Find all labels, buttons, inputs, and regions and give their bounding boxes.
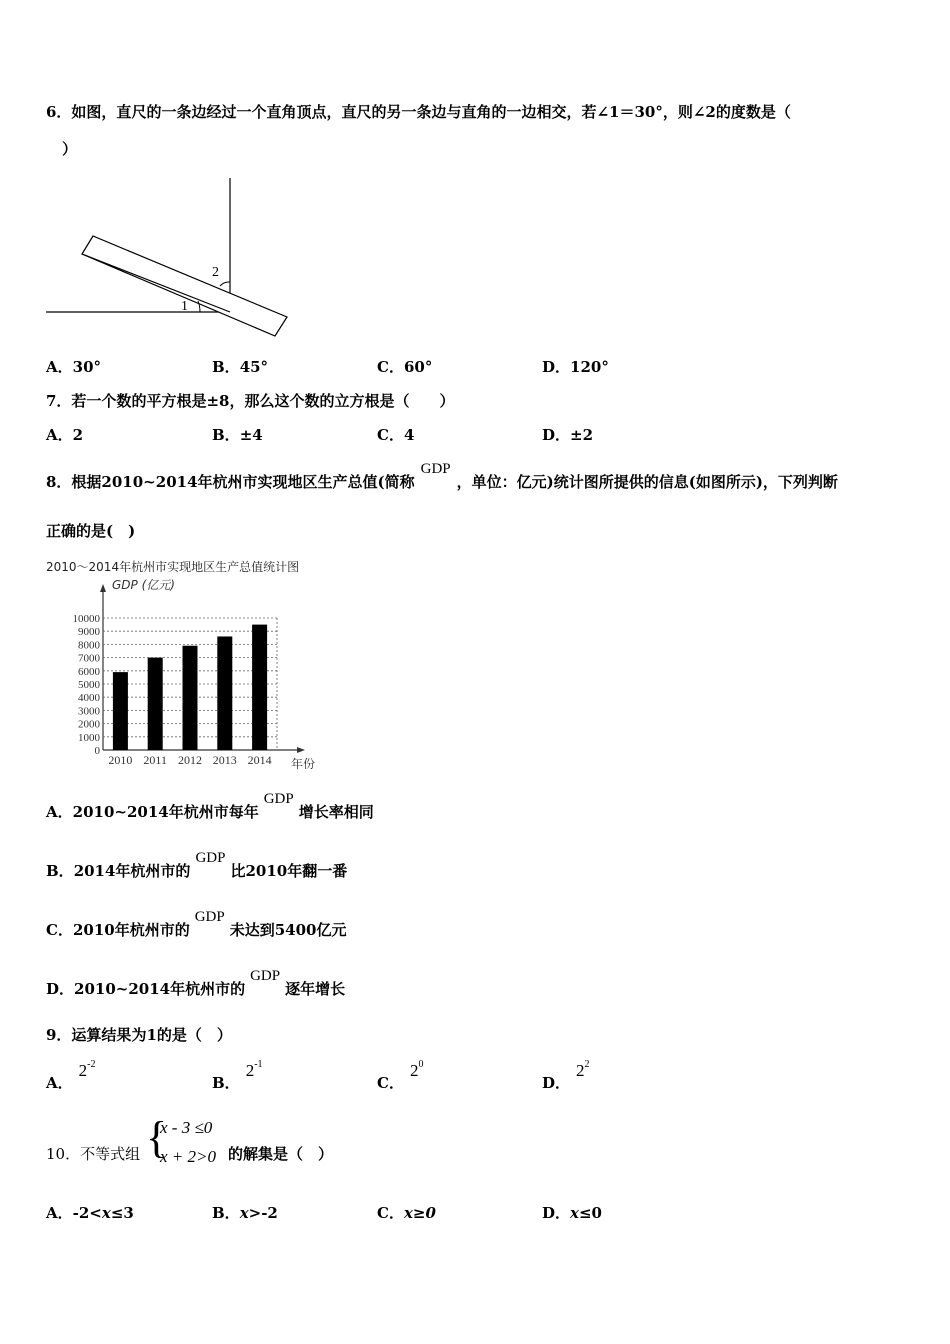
q10-option-d[interactable]: D．x≤0	[542, 1204, 602, 1222]
q8-option-d[interactable]: D．2010~2014年杭州市的GDP逐年增长	[46, 968, 346, 998]
q10-stem-post: 的解集是（ ）	[228, 1145, 334, 1163]
q8-stem-line1	[46, 461, 838, 492]
q6-ruler-figure	[40, 170, 300, 340]
y-tick-8000: 8000	[78, 639, 100, 652]
q7-option-d[interactable]: D．±2	[542, 426, 594, 444]
chart-title: 2010～2014年杭州市实现地区生产总值统计图	[46, 560, 300, 574]
x-tick-2010: 2010	[108, 753, 133, 767]
q6-option-a[interactable]: A．30°	[46, 358, 102, 376]
q10-inequality-1: x - 3 ≤0	[160, 1118, 213, 1137]
y-tick-0: 0	[94, 745, 100, 757]
q10-stem-pre: 10．不等式组	[46, 1145, 141, 1163]
q6-option-c[interactable]: C．60°	[377, 358, 433, 376]
q10-option-b[interactable]: B．x>-2	[212, 1204, 278, 1222]
q8-stem-part2: ，单位：亿元)统计图所提供的信息(如图所示)，下列判断	[456, 473, 838, 491]
gdp-bar-chart	[40, 574, 330, 774]
q9-option-c[interactable]: C．$2^0$	[377, 1059, 424, 1092]
y-tick-3000: 3000	[78, 705, 100, 718]
q8-option-b[interactable]: B．2014年杭州市的GDP比2010年翻一番	[46, 850, 348, 880]
q6-option-b[interactable]: B．45°	[212, 358, 269, 376]
y-tick-5000: 5000	[78, 679, 100, 691]
bar-2013	[217, 636, 232, 750]
q6-option-d[interactable]: D．120°	[542, 358, 609, 376]
y-axis-label: GDP (亿元)	[112, 578, 175, 592]
bar-2011	[148, 658, 163, 750]
q10-system-brace: {	[146, 1113, 168, 1162]
x-tick-2012: 2012	[178, 753, 202, 767]
q9-option-d[interactable]: D．$2^2$	[542, 1059, 590, 1092]
angle2-arc	[220, 282, 230, 286]
q8-stem-part1: 8．根据2010~2014年杭州市实现地区生产总值(简称	[46, 473, 415, 491]
x-tick-2013: 2013	[212, 753, 237, 767]
y-axis-arrow	[100, 584, 106, 592]
q6-stem-line1: 6．如图，直尺的一条边经过一个直角顶点，直尺的另一条边与直角的一边相交，若∠1＝30°，则∠2的度数是（	[46, 103, 791, 121]
q7-stem: 7．若一个数的平方根是±8，那么这个数的立方根是（ ）	[46, 392, 455, 410]
y-tick-6000: 6000	[78, 665, 100, 678]
q8-option-a[interactable]: A．2010~2014年杭州市每年GDP增长率相同	[46, 791, 374, 821]
q8-stem-gdp: GDP	[420, 461, 451, 477]
q8-option-c[interactable]: C．2010年杭州市的GDP未达到5400亿元	[46, 909, 347, 939]
q7-option-a[interactable]: A．2	[46, 426, 84, 444]
y-tick-9000: 9000	[78, 626, 100, 639]
q9-option-a[interactable]: A．$2^{-2}$	[46, 1059, 96, 1092]
angle1-label: 1	[181, 299, 188, 314]
y-tick-4000: 4000	[78, 692, 100, 705]
y-tick-7000: 7000	[78, 652, 100, 665]
y-tick-10000: 10000	[72, 613, 100, 625]
q9-stem: 9．运算结果为1的是（ ）	[46, 1026, 232, 1044]
q8-stem-line2: 正确的是( )	[46, 522, 136, 540]
x-axis-arrow	[297, 747, 305, 753]
q7-option-c[interactable]: C．4	[377, 426, 415, 444]
q10-inequality-2: x + 2>0	[160, 1147, 216, 1166]
x-tick-2014: 2014	[247, 753, 272, 767]
q10-option-c[interactable]: C．x≥0	[377, 1204, 436, 1222]
y-tick-1000: 1000	[78, 731, 100, 744]
bar-2014	[252, 625, 267, 750]
q7-option-b[interactable]: B．±4	[212, 426, 263, 444]
angle2-label: 2	[212, 265, 219, 280]
q10-option-a[interactable]: A．-2<x≤3	[46, 1204, 134, 1222]
q9-option-b[interactable]: B．$2^{-1}$	[212, 1059, 263, 1092]
x-axis-label: 年份	[291, 757, 316, 771]
q6-stem-line2: ）	[62, 140, 78, 158]
x-tick-2011: 2011	[143, 753, 167, 767]
ruler	[82, 236, 287, 336]
bar-2010	[113, 672, 128, 750]
y-tick-2000: 2000	[78, 718, 100, 731]
bar-2012	[183, 646, 198, 750]
